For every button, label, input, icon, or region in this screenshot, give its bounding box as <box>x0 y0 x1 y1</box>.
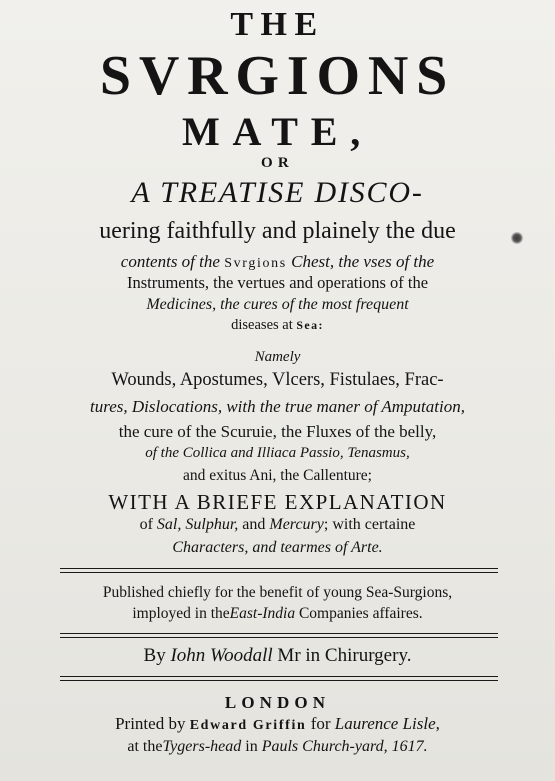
subtitle-line-6b: Sea: <box>296 318 324 332</box>
brief-line-2e: ; with certaine <box>323 516 416 533</box>
brief-line-2 <box>0 516 555 534</box>
subtitle-line-2: uering faithfully and plainely the due <box>99 218 456 244</box>
published-line-2a: imployed in the <box>132 605 230 622</box>
title-or: OR <box>261 155 294 171</box>
subtitle-line-6 <box>0 317 555 334</box>
subtitle-line-4a: Instruments <box>126 273 205 292</box>
published-line-1a: Published chiefly for the benefit of young <box>102 584 362 601</box>
namely-line-2a: tures, Dislocations, <box>90 397 223 416</box>
namely-line-1: Wounds, Apostumes, Vlcers, Fistulaes, Frac- <box>111 370 444 390</box>
brief-line-2c: and <box>242 516 266 533</box>
imprint-line-1a: Printed by <box>115 714 186 733</box>
title-the: THE <box>230 6 325 43</box>
imprint-line-2b: Tygers-head <box>162 738 242 755</box>
imprint-line-2a: at the <box>127 738 163 755</box>
imprint-year: 1617. <box>391 738 428 755</box>
divider-rule <box>60 633 498 638</box>
namely-line-5: and exitus Ani, the Callenture; <box>183 467 372 484</box>
author-name: Iohn Woodall <box>170 645 273 666</box>
published-line-2c: Companies affaires. <box>298 605 423 622</box>
namely-line-3: the cure of the Scuruie, the Fluxes of the belly, <box>118 422 437 441</box>
published-line-2b: East-India <box>229 605 296 622</box>
subtitle-line-4 <box>0 273 555 293</box>
published-line-1 <box>0 584 555 602</box>
imprint-bookseller: Laurence Lisle, <box>334 714 440 733</box>
imprint-city: LONDON <box>224 693 331 712</box>
published-line-2 <box>0 605 555 623</box>
namely-line-2b: with the true maner of Amputation, <box>226 397 465 416</box>
title-surgions: SVRGIONS <box>99 45 456 107</box>
subtitle-treatise: A TREATISE DISCO- <box>131 176 424 209</box>
title-mate-word: MATE <box>181 109 351 154</box>
brief-line-2a: of <box>139 516 153 533</box>
imprint-line-2d: Pauls Church-yard, <box>261 738 388 755</box>
subtitle-line-6a: diseases at <box>231 317 293 333</box>
subtitle-line-5: Medicines, the cures of the most frequent <box>146 296 409 313</box>
imprint-line-2 <box>0 738 555 756</box>
published-line-1b: Sea-Surgions, <box>365 584 453 601</box>
title-mate-mark: , <box>350 109 374 154</box>
brief-line-1: WITH A BRIEFE EXPLANATION <box>108 490 447 514</box>
title-mate <box>0 108 555 155</box>
brief-line-3: Characters, and tearmes of Arte. <box>172 539 383 556</box>
author-title: Mr in Chirurgery. <box>277 645 412 666</box>
imprint-line-2c: in <box>245 738 258 755</box>
subtitle-line-3c: Chest, the vses of the <box>291 252 435 271</box>
subtitle-line-4b: , the vertues and operations of the <box>204 273 429 292</box>
subtitle-line-3a: contents of the <box>120 252 220 271</box>
brief-line-2b: Sal, Sulphur, <box>156 516 239 533</box>
divider-rule <box>60 568 498 573</box>
author-line <box>0 645 555 667</box>
imprint-printer: Edward Griffin <box>189 718 307 733</box>
author-by: By <box>143 645 166 666</box>
namely-label: Namely <box>254 349 301 365</box>
subtitle-line-3 <box>0 252 555 272</box>
imprint-line-1c: for <box>310 714 331 733</box>
imprint-line-1 <box>0 714 555 734</box>
brief-line-2d: Mercury <box>269 516 324 533</box>
subtitle-line-3b: Svrgions <box>224 256 287 271</box>
ink-smudge <box>510 232 524 244</box>
namely-line-4: of the Collica and Illiaca Passio, Tenasmus, <box>145 445 410 461</box>
divider-rule <box>60 676 498 681</box>
namely-line-2 <box>0 397 555 417</box>
